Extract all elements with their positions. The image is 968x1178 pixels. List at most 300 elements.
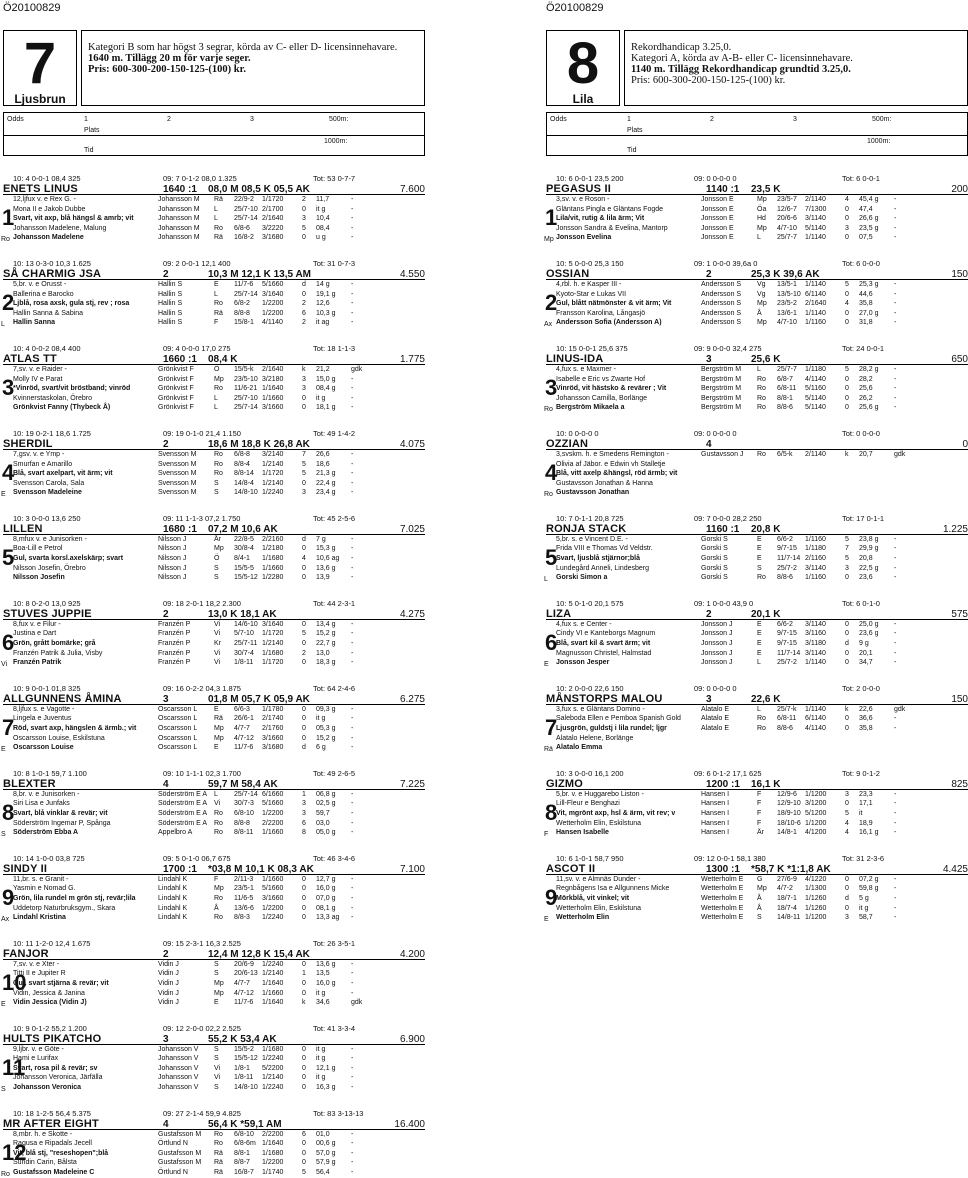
track-code: E [757, 640, 762, 648]
stats-2010: 10: 3 0-0-0 13,6 250 [13, 513, 81, 523]
race-date: 8/8-8 [234, 819, 250, 827]
race-date: 15/5-k [234, 365, 254, 373]
odds-note: - [894, 535, 897, 543]
home-track: E [1, 1000, 6, 1008]
placing: 0 [302, 904, 306, 912]
track-code: Ro [214, 460, 223, 468]
placing: 0 [302, 1055, 306, 1063]
race-date: 25/7-2 [777, 659, 797, 667]
race-date: 25/7-14 [234, 215, 258, 223]
prize-money: 7.100 [399, 863, 425, 875]
horse-name: LILLEN [3, 522, 43, 535]
driver: Nilsson J [158, 555, 187, 563]
horse-info-line: Magnusson Christel, Halmstad [556, 649, 652, 657]
driver: Hallin S [158, 280, 183, 288]
driver: Lindahl K [158, 914, 188, 922]
odds-note: - [894, 300, 897, 308]
km-time: 28,2 [859, 375, 873, 383]
race-date: 26/6-1 [234, 715, 254, 723]
km-time: 18,1 g [316, 404, 336, 412]
horse-info-line: Gläntans Pingla e Gläntans Fogde [556, 205, 664, 213]
km-time: 18,9 [859, 819, 873, 827]
km-time: 20,7 [859, 450, 873, 458]
horse-details [3, 280, 425, 328]
stats-total: Tot: 6 0-1-0 [842, 598, 880, 608]
odds-note: - [894, 385, 897, 393]
horse-info-line: Vit, mgrönt axp, hsl & ärm, vit rev; v [556, 809, 676, 817]
odds-note: - [351, 309, 354, 317]
km-time: it g [859, 904, 869, 912]
odds-note: - [351, 649, 354, 657]
driver: Wetterholm E [701, 875, 744, 883]
km-time: 22,7 g [316, 640, 336, 648]
horse-entry [3, 259, 425, 328]
driver: Andersson S [701, 300, 742, 308]
post-distance: 1/1260 [805, 894, 827, 902]
km-time: 08,1 g [316, 904, 336, 912]
driver [701, 460, 757, 470]
race-number: 7 [23, 31, 57, 96]
post-distance: 1/1140 [805, 280, 826, 288]
km-time: 10,4 [316, 215, 330, 223]
driver: Johansson V [158, 1074, 199, 1082]
race-date: 15/5-12 [234, 1055, 258, 1063]
stats-2009: 09: 1 0-0-0 39,6a 0 [694, 258, 758, 268]
driver: Lindahl K [158, 904, 188, 912]
track-code: Är [757, 829, 764, 837]
track-code: S [214, 960, 219, 968]
horse-stats [546, 344, 968, 353]
horse-name-line [3, 183, 425, 195]
post-distance: 3/1140 [805, 620, 826, 628]
start-distance: 3 [706, 693, 712, 705]
track-code: Ro [757, 404, 766, 412]
post-distance: 3/1140 [805, 649, 826, 657]
stats-total: Tot: 41 3-3-4 [313, 1023, 356, 1033]
track-code: Ö [214, 555, 220, 563]
race-date: 4/7-12 [234, 734, 254, 742]
split-500m-label: 500m: [329, 116, 349, 123]
horse-entry [3, 429, 425, 498]
odds-note: - [351, 715, 354, 723]
prize-money: 6.275 [399, 693, 425, 705]
horse-stats [546, 854, 968, 863]
horse-info-line: 11,br. s. e Granit - [13, 875, 69, 883]
race-date: 9/7-15 [777, 545, 797, 553]
track-code: Vi [214, 620, 221, 628]
horse-name: MÅNSTORPS MALOU [546, 692, 663, 705]
stats-2010: 10: 5 0-1-0 20,1 575 [556, 598, 624, 608]
race-date: 9/7-15 [777, 640, 797, 648]
post-distance: 3/1680 [262, 234, 284, 242]
race-date: 23/5-1 [234, 885, 254, 893]
start-distance: 3 [163, 693, 169, 705]
start-row [13, 1083, 425, 1093]
km-time: 25,6 g [859, 404, 879, 412]
km-time: 26,6 [316, 450, 330, 458]
horse-entry [3, 939, 425, 1008]
driver: Grönkvist F [158, 375, 194, 383]
race-date: 4/7-12 [234, 989, 254, 997]
horse-stats [3, 939, 425, 948]
driver: Söderström E A [158, 819, 208, 827]
start-row [13, 460, 425, 470]
post-distance: 4/1220 [805, 875, 827, 883]
horse-info-line: *Vinröd, svart/vit bröstband; vinröd [13, 385, 131, 393]
stats-total: Tot: 64 2-4-6 [313, 683, 356, 693]
horse-info-line: 7,sv. v. e Xter - [13, 960, 60, 968]
horse-info-line: 5,br. v. e Huggarebo Liston - [556, 790, 644, 798]
race-date: 8/8-4 [234, 460, 250, 468]
race-date: 6/8-11 [777, 715, 797, 723]
odds-note: - [894, 894, 897, 902]
track-code: År [214, 535, 221, 543]
placing: 3 [302, 800, 306, 808]
post-distance: 6/1140 [805, 290, 826, 298]
record-times: 25,3 K 39,6 AK [751, 268, 820, 280]
race-date: 22/9-2 [234, 196, 254, 203]
start-row [13, 799, 425, 809]
odds-note: - [351, 914, 354, 922]
start-row [13, 969, 425, 979]
horse-entry [546, 854, 968, 923]
km-time: 07,0 g [316, 894, 336, 902]
track-code: S [214, 564, 219, 572]
post-distance: 1/1660 [262, 989, 284, 997]
horse-info-line: Hami e Lurifax [13, 1055, 59, 1063]
post-distance: 2/2160 [262, 535, 284, 543]
race-date: 2/11-3 [234, 875, 254, 883]
track-code: Ro [757, 715, 766, 723]
km-time: 6 g [316, 744, 326, 752]
horse-details [546, 790, 968, 838]
placing: 7 [302, 450, 306, 458]
start-distance: 3 [706, 353, 712, 365]
post-distance: 3/1140 [805, 215, 826, 223]
horse-info-line: Boa-Lill e Petrol [13, 545, 63, 553]
start-row [13, 705, 425, 715]
race-date: 20/6-9 [234, 960, 254, 968]
track-code: E [214, 705, 219, 713]
horse-details [3, 620, 425, 668]
track-code: S [214, 1045, 219, 1053]
post-distance: 5/1660 [262, 885, 284, 893]
placing [845, 734, 859, 744]
start-row [556, 734, 968, 744]
race-date: 25/7-14 [234, 404, 258, 412]
horse-info-line: Johansson Veronica [13, 1084, 82, 1092]
driver: Nilsson J [158, 574, 187, 582]
horse-info-line: Cindy VI e Kanteborgs Magnum [556, 630, 656, 638]
post-distance: 1/1660 [262, 394, 284, 402]
start-row [13, 450, 425, 460]
driver: Grönkvist F [158, 394, 194, 402]
stats-2010: 10: 19 0-2-1 18,6 1.725 [13, 428, 91, 438]
driver: Lindahl K [158, 894, 188, 902]
km-time: 15,2 g [316, 630, 336, 638]
home-track: E [544, 660, 549, 668]
placing: 0 [302, 875, 306, 883]
driver: Gorski S [701, 555, 728, 563]
start-row [13, 875, 425, 885]
km-time [859, 460, 894, 470]
driver: Vidin J [158, 960, 179, 968]
track-code: L [214, 215, 218, 223]
post-distance: 2/1640 [805, 300, 827, 308]
horse-info-line: Kvinnerstaskolan, Örebro [13, 394, 92, 402]
horse-stats [3, 599, 425, 608]
odds-note: - [351, 385, 354, 393]
start-number: 5 [2, 544, 15, 570]
odds-note: - [351, 450, 354, 458]
driver: Johansson M [158, 224, 200, 232]
race-date: 11/7-14 [777, 649, 801, 657]
track-code: L [214, 205, 218, 213]
odds-note: - [894, 885, 897, 893]
driver: Jonsson E [701, 234, 734, 242]
km-time: 11,7 [316, 196, 330, 203]
post-distance: 1/1160 [805, 535, 826, 543]
horse-info-line: Oscarsson Louise [13, 744, 74, 752]
horse-info-line: Wetterholm Elin, Eskilstuna [556, 819, 642, 827]
km-time: 01,0 [316, 1130, 330, 1138]
prize-money: 1.225 [942, 523, 968, 535]
start-row [13, 913, 425, 923]
driver: Grönkvist F [158, 404, 194, 412]
post-distance: 3/1180 [805, 640, 826, 648]
horse-info-line: Ragusa e Ripadals Jecell [13, 1140, 92, 1148]
prize-money: 200 [951, 184, 968, 195]
placing: 0 [302, 394, 306, 402]
race-info-line: Pris: 600-300-200-150-125-(100) kr. [88, 64, 246, 75]
odds-note: - [351, 790, 354, 798]
odds-note [894, 734, 968, 744]
post-distance: 3/1660 [262, 734, 284, 742]
stats-2009: 09: 2 0-0-1 12,1 400 [163, 258, 231, 268]
horse-info-line: Johansson Camilla, Borlänge [556, 394, 648, 402]
post-distance: 1/2200 [262, 809, 284, 817]
odds-note: - [351, 744, 354, 752]
race-date: 13/5-10 [777, 290, 801, 298]
placing: 5 [302, 470, 306, 478]
odds-note: - [894, 659, 897, 667]
placing: 2 [302, 319, 306, 327]
post-distance: 1/1200 [805, 914, 827, 922]
post-distance: 5/2200 [262, 1064, 284, 1072]
odds-note: - [351, 1140, 354, 1148]
km-time: 07,5 [859, 234, 873, 242]
start-row [556, 809, 968, 819]
track-code: F [757, 819, 762, 827]
driver: Svensson M [158, 450, 197, 458]
start-row [13, 469, 425, 479]
km-time: 34,6 [316, 999, 330, 1007]
post-distance: 1/1680 [262, 1149, 284, 1157]
horse-info-line: 7,gsv. v. e Ymp - [13, 450, 65, 458]
odds-note: - [351, 1045, 354, 1053]
start-row [556, 573, 968, 583]
start-distance: 2 [706, 268, 712, 280]
start-row [13, 309, 425, 319]
placing: 3 [302, 385, 306, 393]
km-time: 13,6 g [316, 564, 336, 572]
horse-info-line: Jonsson Evelina [556, 234, 612, 242]
odds-note [894, 460, 968, 470]
horse-info-line: Lila/vit, rutig & lila ärm; Vit [556, 215, 645, 223]
stats-2010: 10: 9 0-1-2 55,2 1.200 [13, 1023, 87, 1033]
odds-note: - [351, 479, 354, 487]
km-time: 27,0 g [859, 309, 879, 317]
track-code: Mp [757, 300, 767, 308]
km-time: 10,3 g [316, 309, 336, 317]
start-distance: 2 [163, 438, 169, 450]
start-row [13, 724, 425, 734]
track-code: Ro [214, 819, 223, 827]
record-times: 12,4 M 12,8 K 15,4 AK [208, 948, 310, 960]
track-code: Rä [214, 234, 223, 242]
odds-label: Odds [7, 116, 24, 123]
post-distance: 1/1180 [805, 365, 826, 373]
start-row [13, 554, 425, 564]
track-code: E [214, 999, 219, 1007]
track-code: Ro [214, 894, 223, 902]
race-date: 6/8-7 [777, 375, 793, 383]
horse-entry [3, 344, 425, 413]
km-time: 57,9 g [316, 1159, 336, 1167]
km-time: it g [316, 394, 326, 402]
horse-details [3, 195, 425, 243]
track-code: E [214, 744, 219, 752]
prize-money: 6.900 [399, 1033, 425, 1045]
placing: 0 [845, 875, 849, 883]
km-time: 12,1 g [316, 1064, 336, 1072]
race-date: 25/7-k [777, 705, 797, 713]
km-time: 13,0 [316, 649, 330, 657]
race-date [777, 479, 805, 489]
km-time: 59,8 g [859, 885, 879, 893]
odds-note: - [351, 875, 354, 883]
start-row [13, 1149, 425, 1159]
km-time [859, 469, 894, 479]
odds-note: - [351, 545, 354, 553]
odds-note: - [351, 1064, 354, 1072]
horse-details [3, 790, 425, 838]
horse-name: LINUS-IDA [546, 352, 604, 365]
track-code: Ro [214, 829, 223, 837]
driver: Johansson V [158, 1045, 199, 1053]
horse-entry [3, 174, 425, 243]
start-row [556, 799, 968, 809]
post-distance: 1/1640 [262, 1140, 284, 1148]
record-times: 20,1 K [751, 608, 781, 620]
odds-col-3: 3 [250, 116, 254, 123]
start-row [13, 1139, 425, 1149]
stats-2010: 10: 4 0-0-1 08,4 325 [13, 174, 81, 183]
odds-note: gdk [894, 705, 906, 713]
km-time: 00,6 g [316, 1140, 336, 1148]
odds-note: - [894, 809, 897, 817]
race-date: 1/8-11 [234, 1074, 254, 1082]
track-code: Vg [757, 290, 766, 298]
placing: 0 [302, 894, 306, 902]
odds-label: Odds [550, 116, 567, 123]
odds-note: - [894, 319, 897, 327]
driver: Bergström M [701, 375, 742, 383]
placing: 3 [302, 489, 306, 497]
track-code: S [214, 970, 219, 978]
horse-info-line: Grön, grått bomärke; grå [13, 640, 96, 648]
horse-entry [546, 259, 968, 328]
km-time: 13,9 [316, 574, 330, 582]
driver: Gustafsson M [158, 1149, 202, 1157]
horse-info-line: Hallin Sanna & Sabina [13, 309, 84, 317]
start-row [13, 224, 425, 234]
horse-details [3, 1045, 425, 1093]
horse-name: SINDY II [3, 862, 48, 875]
track-code: S [757, 564, 762, 572]
track-code: L [757, 705, 761, 713]
stats-2009: 09: 12 2-0-0 02,2 2.525 [163, 1023, 241, 1033]
horse-entry [3, 1024, 425, 1093]
home-track: S [1, 830, 6, 838]
driver: Bergström M [701, 365, 742, 373]
horse-info-line: 4,rbl. h. e Kasper III - [556, 280, 622, 288]
start-row [556, 724, 968, 734]
horse-info-line: Blå, svart axelpart, vit ärm; vit [13, 470, 113, 478]
start-row [13, 318, 425, 328]
odds-note: - [894, 715, 897, 723]
start-row [556, 620, 968, 630]
track-code: Mp [757, 196, 767, 203]
odds-note: gdk [351, 365, 363, 373]
stats-2009: 09: 0 0-0-0 0 [694, 174, 737, 183]
driver: Oscarsson L [158, 715, 198, 723]
post-distance: 4/1140 [805, 375, 826, 383]
km-time: it g [316, 715, 326, 723]
horse-info-line: 8,mfux v. e Junisorken - [13, 535, 87, 543]
home-track: Ro [1, 235, 10, 243]
start-row [556, 790, 968, 800]
horse-info-line: Gul, blått nätmönster & vit ärm; Vit [556, 300, 672, 308]
track-code: Vi [214, 630, 221, 638]
placing: d [302, 280, 306, 288]
horse-stats [3, 259, 425, 268]
km-time: 34,7 [859, 659, 873, 667]
track-code: Mp [214, 734, 224, 742]
track-code: Kr [214, 640, 221, 648]
placing: 0 [845, 620, 849, 628]
post-distance: 1/2240 [262, 1055, 284, 1063]
horse-stats [3, 769, 425, 778]
horse-info-line: Uddetorp Naturbruksgym., Skara [13, 904, 116, 912]
stats-2010: 10: 0 0-0-0 0 [556, 428, 599, 438]
post-distance: 1/1300 [805, 885, 827, 893]
horse-info-line: Jonsson Sandra & Evelina, Mantorp [556, 224, 668, 232]
race-date: 14/6-10 [234, 620, 258, 628]
stats-2009: 09: 9 0-0-0 32,4 275 [694, 343, 762, 353]
horse-info-line: 8,fux v. e Filur - [13, 620, 61, 628]
track-code: Ro [757, 725, 766, 732]
track-code: Ro [214, 300, 223, 308]
driver: Svensson M [158, 460, 197, 468]
right-page-label: Ö20100829 [546, 2, 604, 14]
placing: 2 [302, 300, 306, 308]
horse-details [3, 1130, 425, 1178]
stats-2009: 09: 0 0-0-0 0 [694, 428, 737, 438]
track-code: F [757, 800, 762, 808]
record-times: *03,8 M 10,1 K 08,3 AK [208, 863, 314, 875]
placing: 0 [845, 234, 849, 242]
